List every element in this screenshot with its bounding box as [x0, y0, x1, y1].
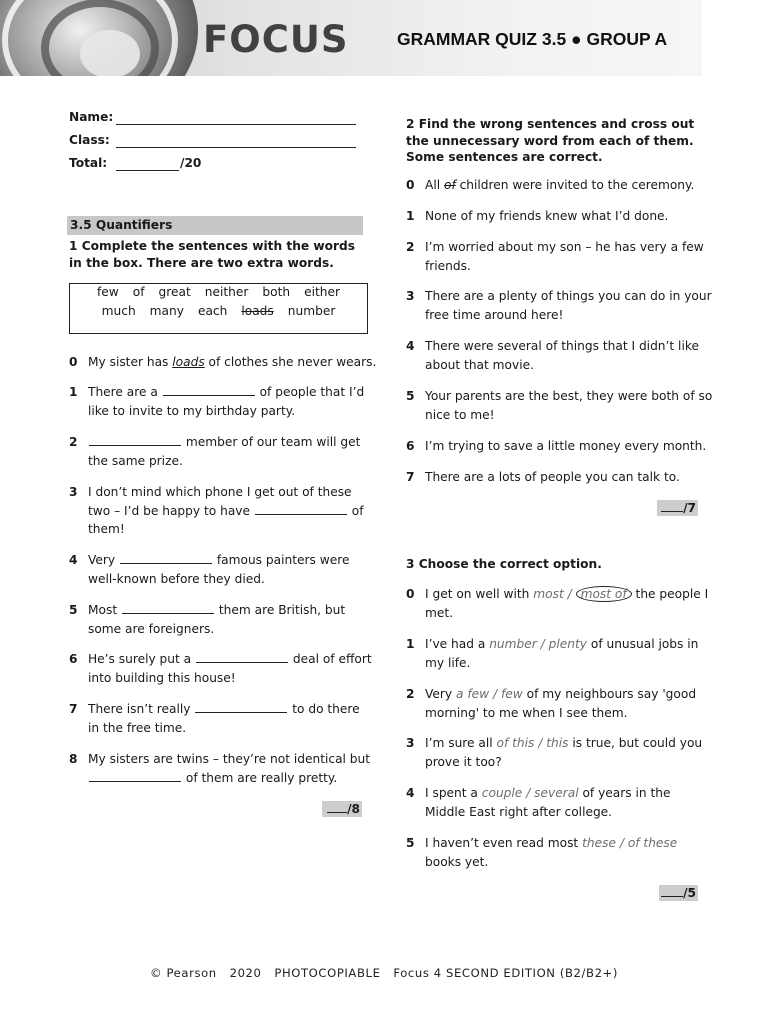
quiz-title: GRAMMAR QUIZ 3.5 ● GROUP A: [397, 29, 668, 49]
option-b[interactable]: this: [546, 736, 569, 750]
ex2-item-4[interactable]: There were several of things that I didn’t like about that movie.: [425, 339, 699, 372]
item-number: 2: [406, 687, 415, 701]
class-label: Class:: [69, 133, 110, 147]
ex1-item-5: Most them are British, but some are foreigners.: [88, 603, 346, 636]
item-number: 1: [69, 385, 78, 399]
ex1-item-1: There are a of people that I’d like to invite to my birthday party.: [88, 385, 365, 418]
ex1-instruction: 1 Complete the sentences with the words in the box. There are two extra words.: [69, 239, 356, 270]
item-number: 4: [406, 339, 415, 353]
answer-blank[interactable]: [120, 552, 212, 564]
box-word: few: [97, 285, 119, 299]
word-box: [69, 283, 368, 334]
total-label: Total:: [69, 156, 108, 170]
ex3-item-2: Very a few / few of my neighbours say 'good morning' to me when I see them.: [425, 687, 697, 720]
box-word-crossed: loads: [241, 304, 274, 318]
page-footer: © Pearson 2020 PHOTOCOPIABLE Focus 4 SECOND EDITION (B2/B2+): [150, 966, 618, 980]
item-number: 7: [69, 702, 78, 716]
item-number: 5: [69, 603, 78, 617]
swirl-decoration-icon: [0, 0, 200, 76]
ex3-item-3: I’m sure all of this / this is true, but could you prove it too?: [425, 736, 703, 769]
answer-blank[interactable]: [255, 503, 347, 515]
item-number: 6: [406, 439, 415, 453]
item-number: 0: [69, 355, 78, 369]
total-suffix: /20: [180, 156, 202, 170]
item-number: 2: [406, 240, 415, 254]
ex2-item-7[interactable]: There are a lots of people you can talk to.: [425, 470, 680, 484]
answer-blank[interactable]: [196, 651, 288, 663]
item-number: 0: [406, 587, 415, 601]
item-number: 5: [406, 836, 415, 850]
total-field[interactable]: [116, 170, 179, 171]
section-title: 3.5 Quantifiers: [67, 216, 363, 235]
option-b[interactable]: of these: [627, 836, 678, 850]
option-b[interactable]: plenty: [548, 637, 587, 651]
name-field[interactable]: [116, 124, 356, 125]
item-number: 7: [406, 470, 415, 484]
ex1-item-3: I don’t mind which phone I get out of these two – I’d be happy to have of them!: [88, 485, 364, 536]
crossed-word: of: [443, 178, 456, 192]
item-number: 4: [406, 786, 415, 800]
name-label: Name:: [69, 110, 114, 124]
ex2-item-1[interactable]: None of my friends knew what I’d done.: [425, 209, 669, 223]
item-number: 3: [406, 289, 415, 303]
answer-blank[interactable]: [122, 602, 214, 614]
class-field[interactable]: [116, 147, 356, 148]
ex3-item-5: I haven’t even read most these / of these books yet.: [425, 836, 678, 869]
option-b[interactable]: few: [500, 687, 523, 701]
ex2-item-5[interactable]: Your parents are the best, they were both of so nice to me!: [425, 389, 713, 422]
item-number: 1: [406, 637, 415, 651]
item-number: 2: [69, 435, 78, 449]
ex3-item-0: I get on well with most / most of the people I met.: [425, 587, 709, 620]
word-box-row-2: [70, 304, 367, 318]
word-box-row-1: [70, 285, 367, 299]
option-a[interactable]: these: [582, 836, 616, 850]
item-number: 6: [69, 652, 78, 666]
option-a[interactable]: of this: [496, 736, 535, 750]
ex2-item-2[interactable]: I’m worried about my son – he has very a few friends.: [425, 240, 704, 273]
option-a[interactable]: a few: [456, 687, 490, 701]
ex1-score[interactable]: /8: [322, 801, 362, 817]
box-word: both: [262, 285, 291, 299]
ex3-instruction: 3 Choose the correct option.: [406, 557, 602, 571]
option-a[interactable]: most: [533, 587, 564, 601]
answer-blank[interactable]: [89, 770, 181, 782]
box-word: either: [304, 285, 340, 299]
ex2-item-0: All of children were invited to the ceremony.: [425, 178, 695, 192]
item-number: 0: [406, 178, 415, 192]
box-word: many: [149, 304, 184, 318]
item-number: 3: [406, 736, 415, 750]
ex1-item-0: My sister has loads of clothes she never wears.: [88, 355, 377, 369]
box-word: number: [287, 304, 336, 318]
item-number: 5: [406, 389, 415, 403]
box-word: much: [101, 304, 136, 318]
ex3-item-1: I’ve had a number / plenty of unusual jobs in my life.: [425, 637, 699, 670]
answer-blank[interactable]: [163, 384, 255, 396]
item-number: 8: [69, 752, 78, 766]
ex1-item-4: Very famous painters were well-known before they died.: [88, 553, 350, 586]
option-a[interactable]: couple: [481, 786, 523, 800]
ex2-score[interactable]: /7: [657, 500, 698, 516]
box-word: each: [197, 304, 228, 318]
option-b[interactable]: several: [534, 786, 579, 800]
item-number: 1: [406, 209, 415, 223]
ex1-item-2: member of our team will get the same prize.: [88, 435, 361, 468]
box-word: of: [132, 285, 145, 299]
ex3-score[interactable]: /5: [659, 885, 698, 901]
ex1-item-7: There isn’t really to do there in the free time.: [88, 702, 360, 735]
ex1-item-6: He’s surely put a deal of effort into building this house!: [88, 652, 372, 685]
ex1-item-8: My sisters are twins – they’re not identical but of them are really pretty.: [88, 752, 371, 785]
option-b-circled[interactable]: most of: [576, 586, 632, 602]
box-word: neither: [204, 285, 249, 299]
item-number: 3: [69, 485, 78, 499]
answer-blank[interactable]: [89, 434, 181, 446]
answer-blank[interactable]: [195, 701, 287, 713]
page-header: [0, 0, 702, 76]
ex2-item-3[interactable]: There are a plenty of things you can do in your free time around here!: [425, 289, 712, 322]
ex3-item-4: I spent a couple / several of years in the Middle East right after college.: [425, 786, 671, 819]
ex2-instruction: 2 Find the wrong sentences and cross out the unnecessary word from each of them. Some sentences are correct.: [406, 117, 695, 164]
focus-logo: FOCUS: [203, 18, 349, 61]
ex2-item-6[interactable]: I’m trying to save a little money every month.: [425, 439, 707, 453]
option-a[interactable]: number: [489, 637, 537, 651]
item-number: 4: [69, 553, 78, 567]
box-word: great: [158, 285, 191, 299]
